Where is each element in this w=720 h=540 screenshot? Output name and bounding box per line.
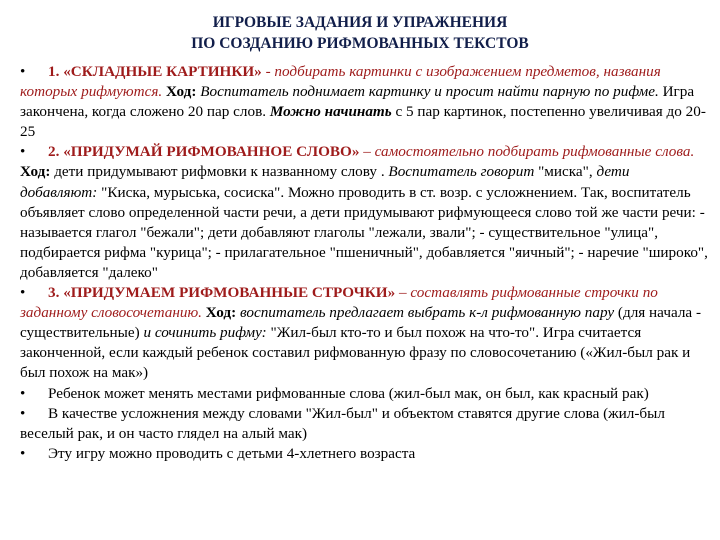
bullet-icon: • (20, 143, 26, 161)
item-1-text-1: Игра закончена, когда сложено 20 пар слов. (20, 83, 695, 121)
item-3-text-1: (для начала - существительные) (20, 304, 701, 342)
extra-bullet-text: Ребенок может менять местами рифмованные слова (жил-был мак, он был, как красный рак) (48, 384, 649, 402)
item-3-hod-text: воспитатель предлагает выбрать к-л рифмованную пару (236, 304, 615, 322)
item-2-kids-add: дети добавляют: (20, 163, 630, 201)
title-line-2: ПО СОЗДАНИЮ РИФМОВАННЫХ ТЕКСТОВ (191, 35, 529, 52)
item-1-can-start: Можно начинать (266, 103, 392, 121)
item-2-heading: 2. «ПРИДУМАЙ РИФМОВАННОЕ СЛОВО» (48, 143, 360, 161)
page-title (0, 12, 720, 54)
bullet-icon: • (20, 384, 26, 402)
item-2-text-2: "Киска, мурыська, сосиска". Можно проводить в ст. возр. с усложнением. Так, воспитатель объявляет слово определенной части речи, а дети придумывают рифмующееся слово той же части речи: - называется глагол "бежали"; дети добавляют глаголы "лежали, звали"; - существительное "улица", подбирается рифма "курица"; - прилагательное "пшеничный", добавляется "яичный"; - наречие "широко", добавляется "далеко" (20, 183, 708, 281)
item-1-hod-text: Воспитатель поднимает картинку и просит найти парную по рифме. (196, 83, 659, 101)
title-line-1: ИГРОВЫЕ ЗАДАНИЯ И УПРАЖНЕНИЯ (212, 14, 508, 31)
item-3-and-compose: и сочинить рифму: (139, 324, 267, 342)
extra-bullet-2 (20, 404, 710, 444)
item-3-heading: 3. «ПРИДУМАЕМ РИФМОВАННЫЕ СТРОЧКИ» (48, 284, 396, 302)
extra-bullet-text: В качестве усложнения между словами "Жил-был" и объектом ставятся другие слова (жил-был веселый рак, и он часто глядел на алый мак) (20, 404, 665, 442)
item-2 (20, 142, 710, 283)
bullet-icon: • (20, 404, 26, 422)
item-1-hod-label: Ход: (162, 83, 197, 101)
bullet-icon: • (20, 63, 26, 80)
item-2-task: – самостоятельно подбирать рифмованные слова. (359, 143, 695, 161)
extra-bullet-3 (20, 444, 710, 464)
item-2-hod-label: Ход: (20, 163, 51, 181)
item-3-text-2: "Жил-был кто-то и был похож на что-то". Игра считается законченной, если каждый ребенок составил рифмованную фразу по словосочетанию («Жил-был рак и был похож на мак») (20, 324, 691, 382)
item-1-text-2: с 5 пар картинок, постепенно увеличивая до 20-25 (20, 103, 706, 141)
extra-bullet-1 (20, 384, 710, 404)
item-2-teacher-says: Воспитатель говорит (384, 163, 535, 181)
item-1-heading: 1. «СКЛАДНЫЕ КАРТИНКИ» (48, 63, 262, 80)
item-3-task: – составлять рифмованные строчки по заданному словосочетанию. (20, 284, 658, 322)
extra-bullet-text: Эту игру можно проводить с детьми 4-хлетнего возраста (48, 444, 416, 462)
item-3-hod-label: Ход: (201, 304, 237, 322)
item-3 (20, 283, 710, 383)
bullet-icon: • (20, 444, 26, 462)
item-2-text-1: дети придумывают рифмовки к названному слову . (50, 163, 385, 181)
item-1 (20, 62, 710, 142)
document-body (20, 62, 710, 464)
bullet-icon: • (20, 284, 26, 302)
item-2-quote-1: "миска", (534, 163, 593, 181)
item-1-task: - подбирать картинки с изображением предметов, названия которых рифмуются. (20, 63, 661, 101)
